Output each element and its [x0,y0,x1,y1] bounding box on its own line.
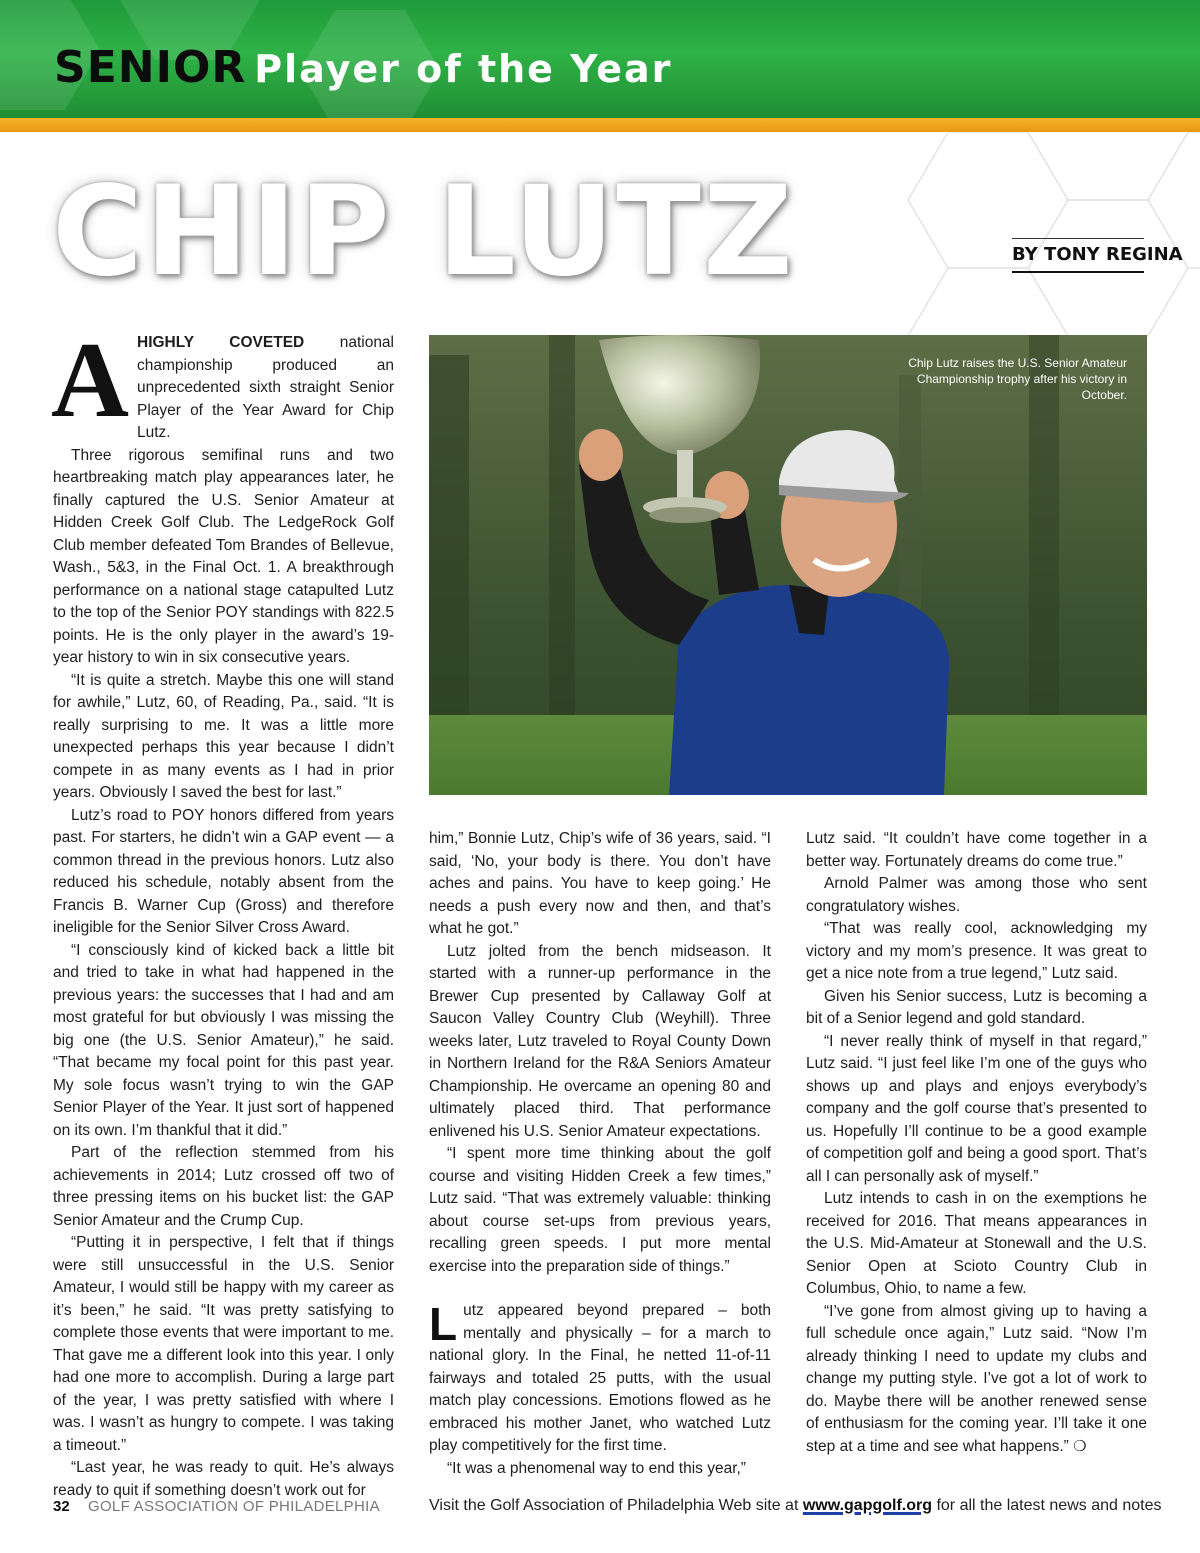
article-column-1 [51,321,395,1502]
article-column-3 [806,828,1147,1458]
final-text: “I’ve gone from almost giving up to having a full schedule once again,” Lutz said. “Now I’m already thinking I need to update my clubs and change my putting style. I’ve got a lot of work to do. Maybe there will be another renewed sense of enthusiasm for the coming year. I’ll take it one step at a time and see what happens.” [806,1302,1147,1455]
lead-paragraph [51,321,395,445]
paragraph: Lutz’s road to POY honors differed from years past. For starters, he didn’t win a GAP event — a common thread in the previous honors. Lutz also reduced his schedule, notably absent from the Francis B. Warner Cup (Gross) and therefore ineligible for the Senior Silver Cross Award. [53,806,394,936]
paragraph: Lutz said. “It couldn’t have come together in a better way. Fortunately dreams do come true.” [806,830,1147,870]
page-number: 32 [53,1498,70,1515]
paragraph: Given his Senior success, Lutz is becoming a bit of a Senior legend and gold standard. [806,987,1147,1027]
paragraph: “I never really think of myself in that regard,” Lutz said. “I just feel like I’m one of the guys who shows up and plays and enjoys everybody’s company and the golf course that’s presented to us. Hopefully I’ll continue to be a good example of competition golf and being a good sport. That’s all I can personally ask of myself.” [806,1032,1147,1185]
paragraph: Lutz jolted from the bench midseason. It started with a runner-up performance in the Brewer Cup presented by Callaway Golf at Saucon Valley Country Club (Weyhill). Three weeks later, Lutz traveled to Royal County Down in Northern Ireland for the R&A Seniors Amateur Championship. He overcame an opening 80 and ultimately placed third. That performance enlivened his U.S. Senior Amateur expectations. [429,942,771,1140]
paragraph: “It was a phenomenal way to end this year,” [447,1459,746,1477]
drop-cap: L [429,1298,458,1350]
paragraph: Three rigorous semifinal runs and two heartbreaking match play appearances later, he finally captured the U.S. Senior Amateur at Hidden Creek Golf Club. The LedgeRock Golf Club member defeated Tom Brandes of Bellevue, Wash., 5&3, in the Final Oct. 1. A breakthrough performance on a national stage catapulted Lutz to the top of the Senior POY standings with 822.5 points. He is the only player in the award’s 19-year history to win in six consecutive years. [53,446,394,666]
paragraph: Part of the reflection stemmed from his achievements in 2014; Lutz crossed off two of three pressing items on his bucket list: the GAP Senior Amateur and the Crump Cup. [53,1144,394,1229]
website-link[interactable]: www.gapgolf.org [802,1497,933,1514]
article-title: CHIP LUTZ [52,160,795,304]
end-mark-icon: ❍ [1073,1437,1087,1455]
final-paragraph [806,1301,1147,1459]
paragraph: Lutz intends to cash in on the exemptions he received for 2016. That means appearances in the U.S. Mid-Amateur at Stonewall and the U.S. Senior Open at Scioto Country Club in Columbus, Ohio, to name a few. [806,1190,1147,1297]
footer-visit-tail: for all the latest news and notes [932,1497,1162,1514]
section-kicker [54,42,673,93]
byline: BY TONY REGINA [1012,238,1144,273]
footer-promo [429,1497,1161,1515]
paragraph: “That was really cool, acknowledging my victory and my mom’s presence. It was great to get a nice note from a true legend,” Lutz said. [806,920,1147,982]
hero-photo [429,335,1147,795]
section-kicker-light: Player of the Year [254,47,673,91]
drop-cap: A [51,321,129,440]
paragraph: “I spent more time thinking about the golf course and visiting Hidden Creek a few times,” Lutz said. “That was extremely valuable: thinking about course set-ups from previous years, recalling green speeds. I put more mental exercise into the preparation side of things.” [429,1145,771,1275]
section-text: utz appeared beyond prepared – both mentally and physically – for a march to national glory. In the Final, he netted 11-of-11 fairways and totaled 25 putts, with the usual match play concessions. Emotions flowed as he embraced his mother Janet, who watched Lutz play competitively for the first time. [429,1302,771,1454]
article-column-2 [429,828,771,1480]
lead-in: HIGHLY COVETED [137,334,305,351]
footer-visit-text: Visit the Golf Association of Philadelphia Web site at [429,1497,803,1514]
paragraph: “Putting it in perspective, I felt that if things were still unsuccessful in the U.S. Senior Amateur, I would still be happy with my career as it’s been,” he said. “It was pretty satisfying to complete those events that were important to me. That gave me a different look into this year. I only had one more to accomplish. During a large part of the year, I was pretty satisfied with where I was. I wasn’t as hungry to compete. I was taking a timeout.” [53,1234,394,1454]
lead-text: national championship produced an unprecedented sixth straight Senior Player of the Year Award for Chip Lutz. [137,334,395,441]
paragraph: “It is quite a stretch. Maybe this one will stand for awhile,” Lutz, 60, of Reading, Pa., said. “It is really surprising to me. It was a little more unexpected perhaps this year because I didn’t compete in as many events as I had in prior years. Obviously I saved the best for last.” [53,671,394,801]
paragraph: “I consciously kind of kicked back a little bit and tried to take in what had happened in the previous years: the successes that I had and am most grateful for but obviously I was missing the big one (the U.S. Senior Amateur),” he said. “That became my focal point for this past year. My sole focus wasn’t trying to win the GAP Senior Player of the Year. It just sort of happened on its own. I’m thankful that it did.” [53,941,394,1139]
photo-illustration [429,335,1147,795]
footer-org-name: GOLF ASSOCIATION OF PHILADELPHIA [88,1498,380,1515]
paragraph: “Last year, he was ready to quit. He’s always ready to quit if something doesn’t work out for [53,1459,394,1499]
section-paragraph [429,1300,771,1458]
banner-accent-stripe [0,118,1200,132]
paragraph: Arnold Palmer was among those who sent congratulatory wishes. [806,875,1147,915]
paragraph: him,” Bonnie Lutz, Chip’s wife of 36 years, said. “I said, ‘No, your body is there. You don’t have aches and pains. You have to keep going.’ He needs a push every now and then, and that’s what he got.” [429,830,771,937]
photo-caption: Chip Lutz raises the U.S. Senior Amateur Championship trophy after his victory in October. [908,356,1127,402]
section-kicker-bold: SENIOR [54,42,247,93]
